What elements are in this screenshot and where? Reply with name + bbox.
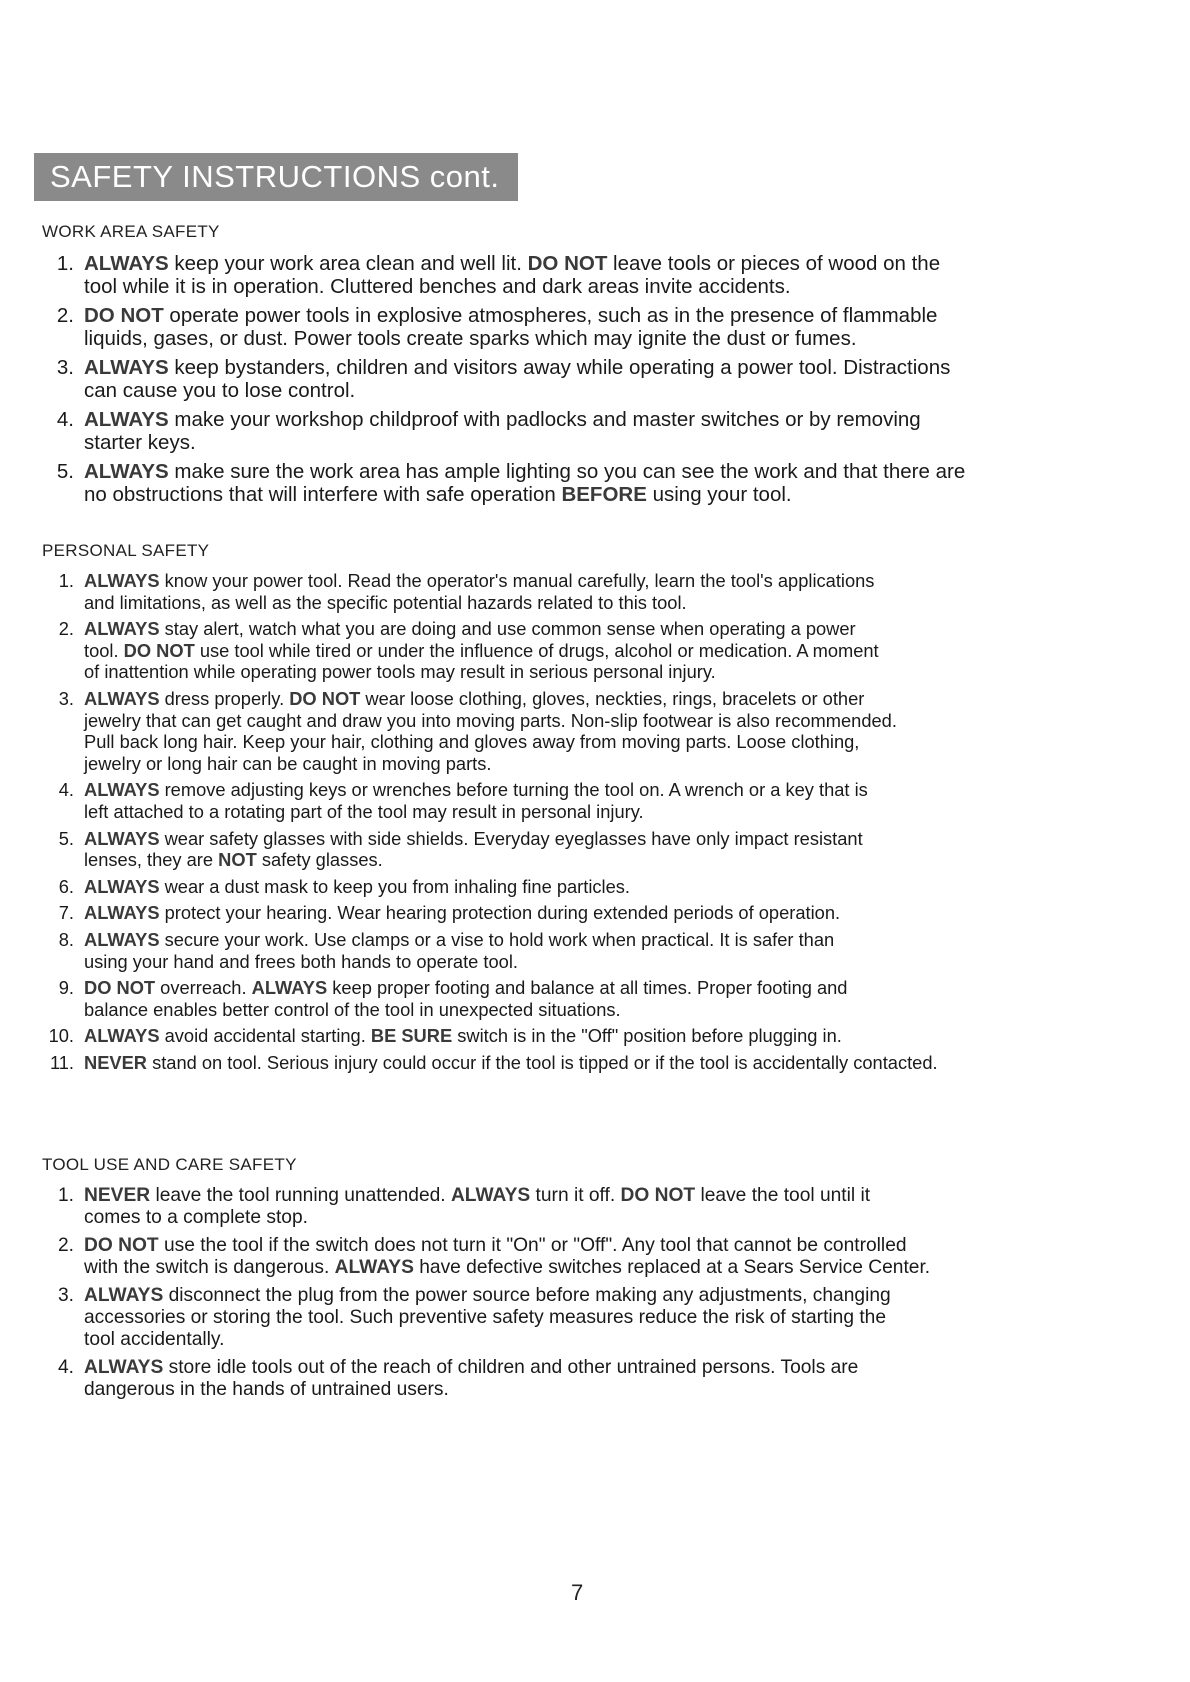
emphasis-keyword: DO NOT <box>84 304 164 327</box>
item-text-line <box>84 1257 1120 1279</box>
text-segment: keep bystanders, children and visitors away while operating a power tool. Distractions <box>168 356 951 379</box>
text-segment: overreach. <box>155 977 252 999</box>
list-item <box>0 1052 1120 1074</box>
text-segment: liquids, gases, or dust. Power tools create sparks which may ignite the dust or fumes. <box>84 327 857 350</box>
list-item <box>0 828 1120 871</box>
item-text-line <box>84 304 1120 327</box>
item-number: 8. <box>58 928 74 950</box>
text-segment: jewelry that can get caught and draw you into moving parts. Non-slip footwear is also recommended. <box>84 709 897 731</box>
item-text-line <box>84 408 1120 431</box>
list-item <box>0 1235 1120 1278</box>
tool-use-heading: TOOL USE AND CARE SAFETY <box>42 1155 297 1174</box>
item-text-line <box>84 1307 1120 1329</box>
work-area-list <box>0 252 1120 512</box>
item-text-line <box>84 999 1120 1021</box>
item-text-line <box>84 801 1120 823</box>
emphasis-keyword: ALWAYS <box>84 779 160 801</box>
text-segment: stand on tool. Serious injury could occur if the tool is tipped or if the tool is accidentally contacted. <box>147 1051 938 1073</box>
item-number: 4. <box>56 408 74 431</box>
section-banner: SAFETY INSTRUCTIONS cont. <box>34 153 518 201</box>
text-segment: of inattention while operating power tools may result in serious personal injury. <box>84 661 716 683</box>
text-segment: wear a dust mask to keep you from inhaling fine particles. <box>159 875 630 897</box>
list-item <box>0 876 1120 898</box>
text-segment: and limitations, as well as the specific potential hazards related to this tool. <box>84 591 687 613</box>
emphasis-keyword: ALWAYS <box>84 356 169 379</box>
item-number: 10. <box>48 1025 74 1047</box>
text-segment: keep proper footing and balance at all times. Proper footing and <box>327 977 848 999</box>
text-segment: lenses, they are <box>84 849 219 871</box>
item-text-line <box>84 779 1120 801</box>
text-segment: disconnect the plug from the power source before making any adjustments, changing <box>163 1285 891 1307</box>
list-item <box>0 1025 1120 1047</box>
emphasis-keyword: ALWAYS <box>450 1185 531 1206</box>
work-area-heading: WORK AREA SAFETY <box>42 222 220 241</box>
item-text-line <box>84 1285 1120 1307</box>
emphasis-keyword: NOT <box>218 849 257 871</box>
emphasis-keyword: BE SURE <box>370 1025 453 1047</box>
list-item <box>0 688 1120 774</box>
text-segment: secure your work. Use clamps or a vise to hold work when practical. It is safer than <box>159 928 835 950</box>
emphasis-keyword: ALWAYS <box>84 875 160 897</box>
item-number: 2. <box>56 304 74 327</box>
emphasis-keyword: NEVER <box>84 1185 151 1206</box>
item-number: 11. <box>49 1051 74 1073</box>
item-text-line <box>84 592 1120 614</box>
item-text-line <box>84 902 1120 924</box>
text-segment: no obstructions that will interfere with safe operation <box>84 483 562 506</box>
list-item <box>0 252 1120 298</box>
item-text-line <box>84 640 1120 662</box>
emphasis-keyword: DO NOT <box>84 1235 159 1257</box>
text-segment: tool. <box>84 639 124 661</box>
list-item <box>0 1357 1120 1400</box>
item-text-line <box>84 1379 1120 1401</box>
list-item <box>0 1185 1120 1228</box>
text-segment: protect your hearing. Wear hearing protection during extended periods of operation. <box>159 902 841 924</box>
item-text-line <box>84 275 1120 298</box>
item-text-line <box>84 731 1120 753</box>
emphasis-keyword: ALWAYS <box>251 977 328 999</box>
item-number: 5. <box>56 460 74 483</box>
emphasis-keyword: BEFORE <box>561 483 647 506</box>
text-segment: have defective switches replaced at a Sears Service Center. <box>413 1256 931 1278</box>
list-item <box>0 304 1120 350</box>
list-item <box>0 929 1120 972</box>
item-number: 5. <box>58 827 74 849</box>
list-item <box>0 1285 1120 1350</box>
list-item <box>0 460 1120 506</box>
item-text-line <box>84 327 1120 350</box>
text-segment: starter keys. <box>84 431 196 454</box>
emphasis-keyword: ALWAYS <box>84 408 169 431</box>
list-item <box>0 356 1120 402</box>
item-text-line <box>84 1357 1120 1379</box>
emphasis-keyword: ALWAYS <box>84 1357 164 1379</box>
item-text-line <box>84 356 1120 379</box>
emphasis-keyword: ALWAYS <box>334 1256 414 1278</box>
emphasis-keyword: ALWAYS <box>84 1285 164 1307</box>
item-text-line <box>84 570 1120 592</box>
list-item <box>0 570 1120 613</box>
item-number: 3. <box>57 1285 74 1307</box>
item-number: 1. <box>56 252 74 275</box>
item-text-line <box>84 1207 1120 1229</box>
item-text-line <box>84 252 1120 275</box>
text-segment: using your tool. <box>646 483 792 506</box>
text-segment: make your workshop childproof with padlocks and master switches or by removing <box>168 408 921 431</box>
item-number: 2. <box>58 618 74 640</box>
text-segment: make sure the work area has ample lighting so you can see the work and that there are <box>168 460 966 483</box>
item-text-line <box>84 379 1120 402</box>
text-segment: store idle tools out of the reach of children and other untrained persons. Tools are <box>163 1357 859 1379</box>
emphasis-keyword: ALWAYS <box>84 252 169 275</box>
item-text-line <box>84 688 1120 710</box>
item-text-line <box>84 618 1120 640</box>
item-text-line <box>84 876 1120 898</box>
item-text-line <box>84 1025 1120 1047</box>
emphasis-keyword: DO NOT <box>289 687 361 709</box>
item-number: 7. <box>58 902 74 924</box>
personal-safety-heading: PERSONAL SAFETY <box>42 541 210 560</box>
text-segment: operate power tools in explosive atmospheres, such as in the presence of flammable <box>163 304 938 327</box>
item-number: 3. <box>56 356 74 379</box>
list-item <box>0 902 1120 924</box>
item-number: 9. <box>58 977 74 999</box>
emphasis-keyword: DO NOT <box>527 252 608 275</box>
text-segment: use tool while tired or under the influence of drugs, alcohol or medication. A moment <box>194 639 879 661</box>
list-item <box>0 779 1120 822</box>
text-segment: left attached to a rotating part of the tool may result in personal injury. <box>84 800 644 822</box>
text-segment: balance enables better control of the tool in unexpected situations. <box>84 998 621 1020</box>
emphasis-keyword: ALWAYS <box>84 618 160 640</box>
item-text-line <box>84 460 1120 483</box>
text-segment: comes to a complete stop. <box>84 1206 308 1228</box>
item-number: 4. <box>57 1357 74 1379</box>
item-text-line <box>84 1235 1120 1257</box>
page-number: 7 <box>571 1580 584 1605</box>
text-segment: with the switch is dangerous. <box>84 1256 335 1278</box>
text-segment: use the tool if the switch does not turn it "On" or "Off". Any tool that cannot be controlled <box>158 1235 907 1257</box>
emphasis-keyword: DO NOT <box>620 1185 696 1206</box>
emphasis-keyword: ALWAYS <box>84 687 160 709</box>
text-segment: tool while it is in operation. Cluttered benches and dark areas invite accidents. <box>84 275 791 298</box>
text-segment: using your hand and frees both hands to operate tool. <box>84 950 518 972</box>
item-number: 3. <box>58 687 74 709</box>
list-item <box>0 408 1120 454</box>
text-segment: jewelry or long hair can be caught in moving parts. <box>84 752 492 774</box>
emphasis-keyword: ALWAYS <box>84 902 160 924</box>
item-number: 2. <box>57 1235 74 1257</box>
text-segment: dangerous in the hands of untrained users. <box>84 1378 449 1400</box>
tool-use-list <box>0 1185 1120 1407</box>
item-number: 1. <box>57 1185 74 1206</box>
emphasis-keyword: ALWAYS <box>84 570 160 591</box>
text-segment: switch is in the "Off" position before plugging in. <box>452 1025 842 1047</box>
list-item <box>0 977 1120 1020</box>
text-segment: Pull back long hair. Keep your hair, clothing and gloves away from moving parts. Loose clothing, <box>84 731 860 753</box>
emphasis-keyword: ALWAYS <box>84 460 169 483</box>
text-segment: turn it off. <box>530 1185 621 1206</box>
item-text-line <box>84 828 1120 850</box>
item-number: 6. <box>58 875 74 897</box>
text-segment: stay alert, watch what you are doing and use common sense when operating a power <box>159 618 856 640</box>
item-text-line <box>84 1329 1120 1351</box>
text-segment: accessories or storing the tool. Such preventive safety measures reduce the risk of starting the <box>84 1306 887 1328</box>
item-text-line <box>84 710 1120 732</box>
emphasis-keyword: ALWAYS <box>84 827 160 849</box>
text-segment: leave tools or pieces of wood on the <box>607 252 941 275</box>
emphasis-keyword: ALWAYS <box>84 1025 160 1047</box>
item-text-line <box>84 977 1120 999</box>
text-segment: keep your work area clean and well lit. <box>168 252 528 275</box>
emphasis-keyword: ALWAYS <box>84 928 160 950</box>
item-text-line <box>84 483 1120 506</box>
text-segment: wear safety glasses with side shields. Everyday eyeglasses have only impact resistant <box>159 827 863 849</box>
personal-safety-list <box>0 570 1120 1078</box>
item-text-line <box>84 1052 1120 1074</box>
list-item <box>0 618 1120 683</box>
item-number: 1. <box>58 570 74 591</box>
text-segment: know your power tool. Read the operator's manual carefully, learn the tool's applications <box>159 570 875 591</box>
item-text-line <box>84 1185 1120 1207</box>
item-number: 4. <box>58 779 74 801</box>
text-segment: can cause you to lose control. <box>84 379 356 402</box>
text-segment: remove adjusting keys or wrenches before turning the tool on. A wrench or a key that is <box>159 779 868 801</box>
text-segment: safety glasses. <box>256 849 383 871</box>
text-segment: leave the tool running unattended. <box>150 1185 451 1206</box>
text-segment: leave the tool until it <box>695 1185 871 1206</box>
text-segment: wear loose clothing, gloves, neckties, rings, bracelets or other <box>360 687 865 709</box>
item-text-line <box>84 929 1120 951</box>
emphasis-keyword: DO NOT <box>84 977 156 999</box>
emphasis-keyword: NEVER <box>84 1051 147 1073</box>
text-segment: tool accidentally. <box>84 1328 225 1350</box>
text-segment: avoid accidental starting. <box>159 1025 371 1047</box>
item-text-line <box>84 951 1120 973</box>
emphasis-keyword: DO NOT <box>123 639 195 661</box>
text-segment: dress properly. <box>159 687 290 709</box>
item-text-line <box>84 431 1120 454</box>
item-text-line <box>84 849 1120 871</box>
item-text-line <box>84 753 1120 775</box>
item-text-line <box>84 661 1120 683</box>
